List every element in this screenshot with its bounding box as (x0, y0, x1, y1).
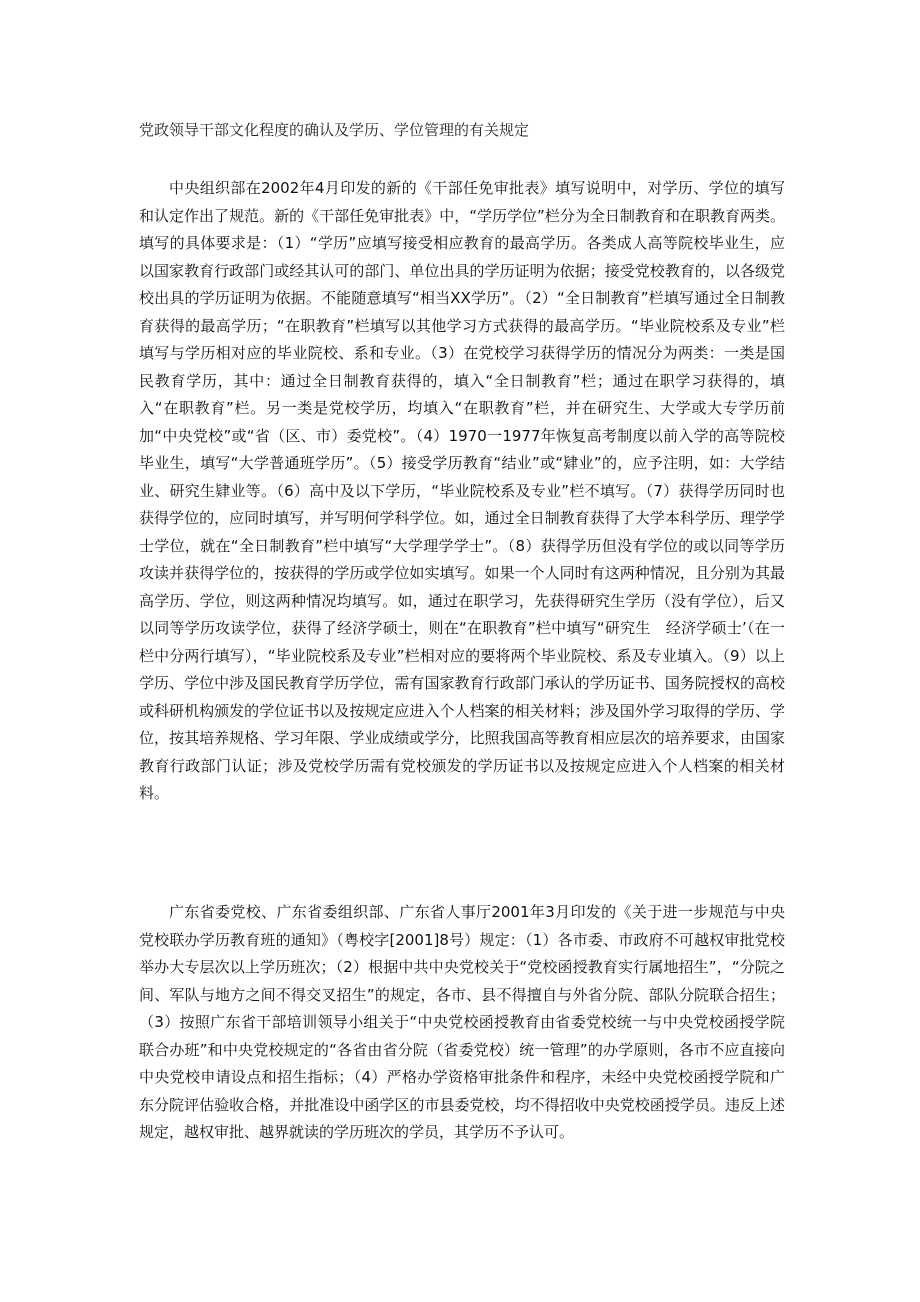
paragraph-guangdong-notice: 广东省委党校、广东省委组织部、广东省人事厅2001年3月印发的《关于进一步规范与中央党校联办学历教育班的通知》（粤校字[2001]8号）规定：（1）各市委、市政府不可越权审批党校举办大专层次以上学历班次；（2）根据中共中央党校关于“党校函授教育实行属地招生”，“分院之间、军队与地方之间不得交叉招生”的规定，各市、县不得擅自与外省分院、部队分院联合招生；（3）按照广东省干部培训领导小组关于“中央党校函授教育由省委党校统一与中央党校函授学院联合办班”和中央党校规定的“各省由省分院（省委党校）统一管理”的办学原则，各市不应直接向中央党校申请设点和招生指标；（4）严格办学资格审批条件和程序，未经中央党校函授学院和广东分院评估验收合格，并批准设中函学区的市县委党校，均不得招收中央党校函授学员。违反上述规定，越权审批、越界就读的学历班次的学员，其学历不予认可。 (139, 903, 785, 1141)
paragraph-cadre-form-rules: 中央组织部在2002年4月印发的新的《干部任免审批表》填写说明中，对学历、学位的填写和认定作出了规范。新的《干部任免审批表》中，“学历学位”栏分为全日制教育和在职教育两类。填写的具体要求是：（1）“学历”应填写接受相应教育的最高学历。各类成人高等院校毕业生，应以国家教育行政部门或经其认可的部门、单位出具的学历证明为依据；接受党校教育的，以各级党校出具的学历证明为依据。不能随意填写“相当XX学历”。（2）“全日制教育”栏填写通过全日制教育获得的最高学历；“在职教育”栏填写以其他学习方式获得的最高学历。“毕业院校系及专业”栏填写与学历相对应的毕业院校、系和专业。（3）在党校学习获得学历的情况分为两类：一类是国民教育学历，其中：通过全日制教育获得的，填入“全日制教育”栏；通过在职学习获得的，填入“在职教育”栏。另一类是党校学历，均填入“在职教育”栏，并在研究生、大学或大专学历前加“中央党校”或“省（区、市）委党校”。（4）1970一1977年恢复高考制度以前入学的高等院校毕业生，填写“大学普通班学历”。（5）接受学历教育“结业”或“肄业”的，应予注明，如：大学结业、研究生肄业等。（6）高中及以下学历，“毕业院校系及专业”栏不填写。（7）获得学历同时也获得学位的，应同时填写，并写明何学科学位。如，通过全日制教育获得了大学本科学历、理学学士学位，就在“全日制教育”栏中填写“大学理学学士”。（8）获得学历但没有学位的或以同等学历攻读并获得学位的，按获得的学历或学位如实填写。如果一个人同时有这两种情况，且分别为其最高学历、学位，则这两种情况均填写。如，通过在职学习，先获得研究生学历（没有学位），后又以同等学历攻读学位，获得了经济学硕士，则在“在职教育”栏中填写“研究生 经济学硕士’（在一栏中分两行填写），“毕业院校系及专业”栏相对应的要将两个毕业院校、系及专业填入。（9）以上学历、学位中涉及国民教育学历学位，需有国家教育行政部门承认的学历证书、国务院授权的高校或科研机构颁发的学位证书以及按规定应进入个人档案的相关材料；涉及国外学习取得的学历、学位，按其培养规格、学习年限、学业成绩或学分，比照我国高等教育相应层次的培养要求，由国家教育行政部门认证；涉及党校学历需有党校颁发的学历证书以及按规定应进入个人档案的相关材料。 (139, 179, 785, 802)
document-title: 党政领导干部文化程度的确认及学历、学位管理的有关规定 (139, 121, 530, 139)
